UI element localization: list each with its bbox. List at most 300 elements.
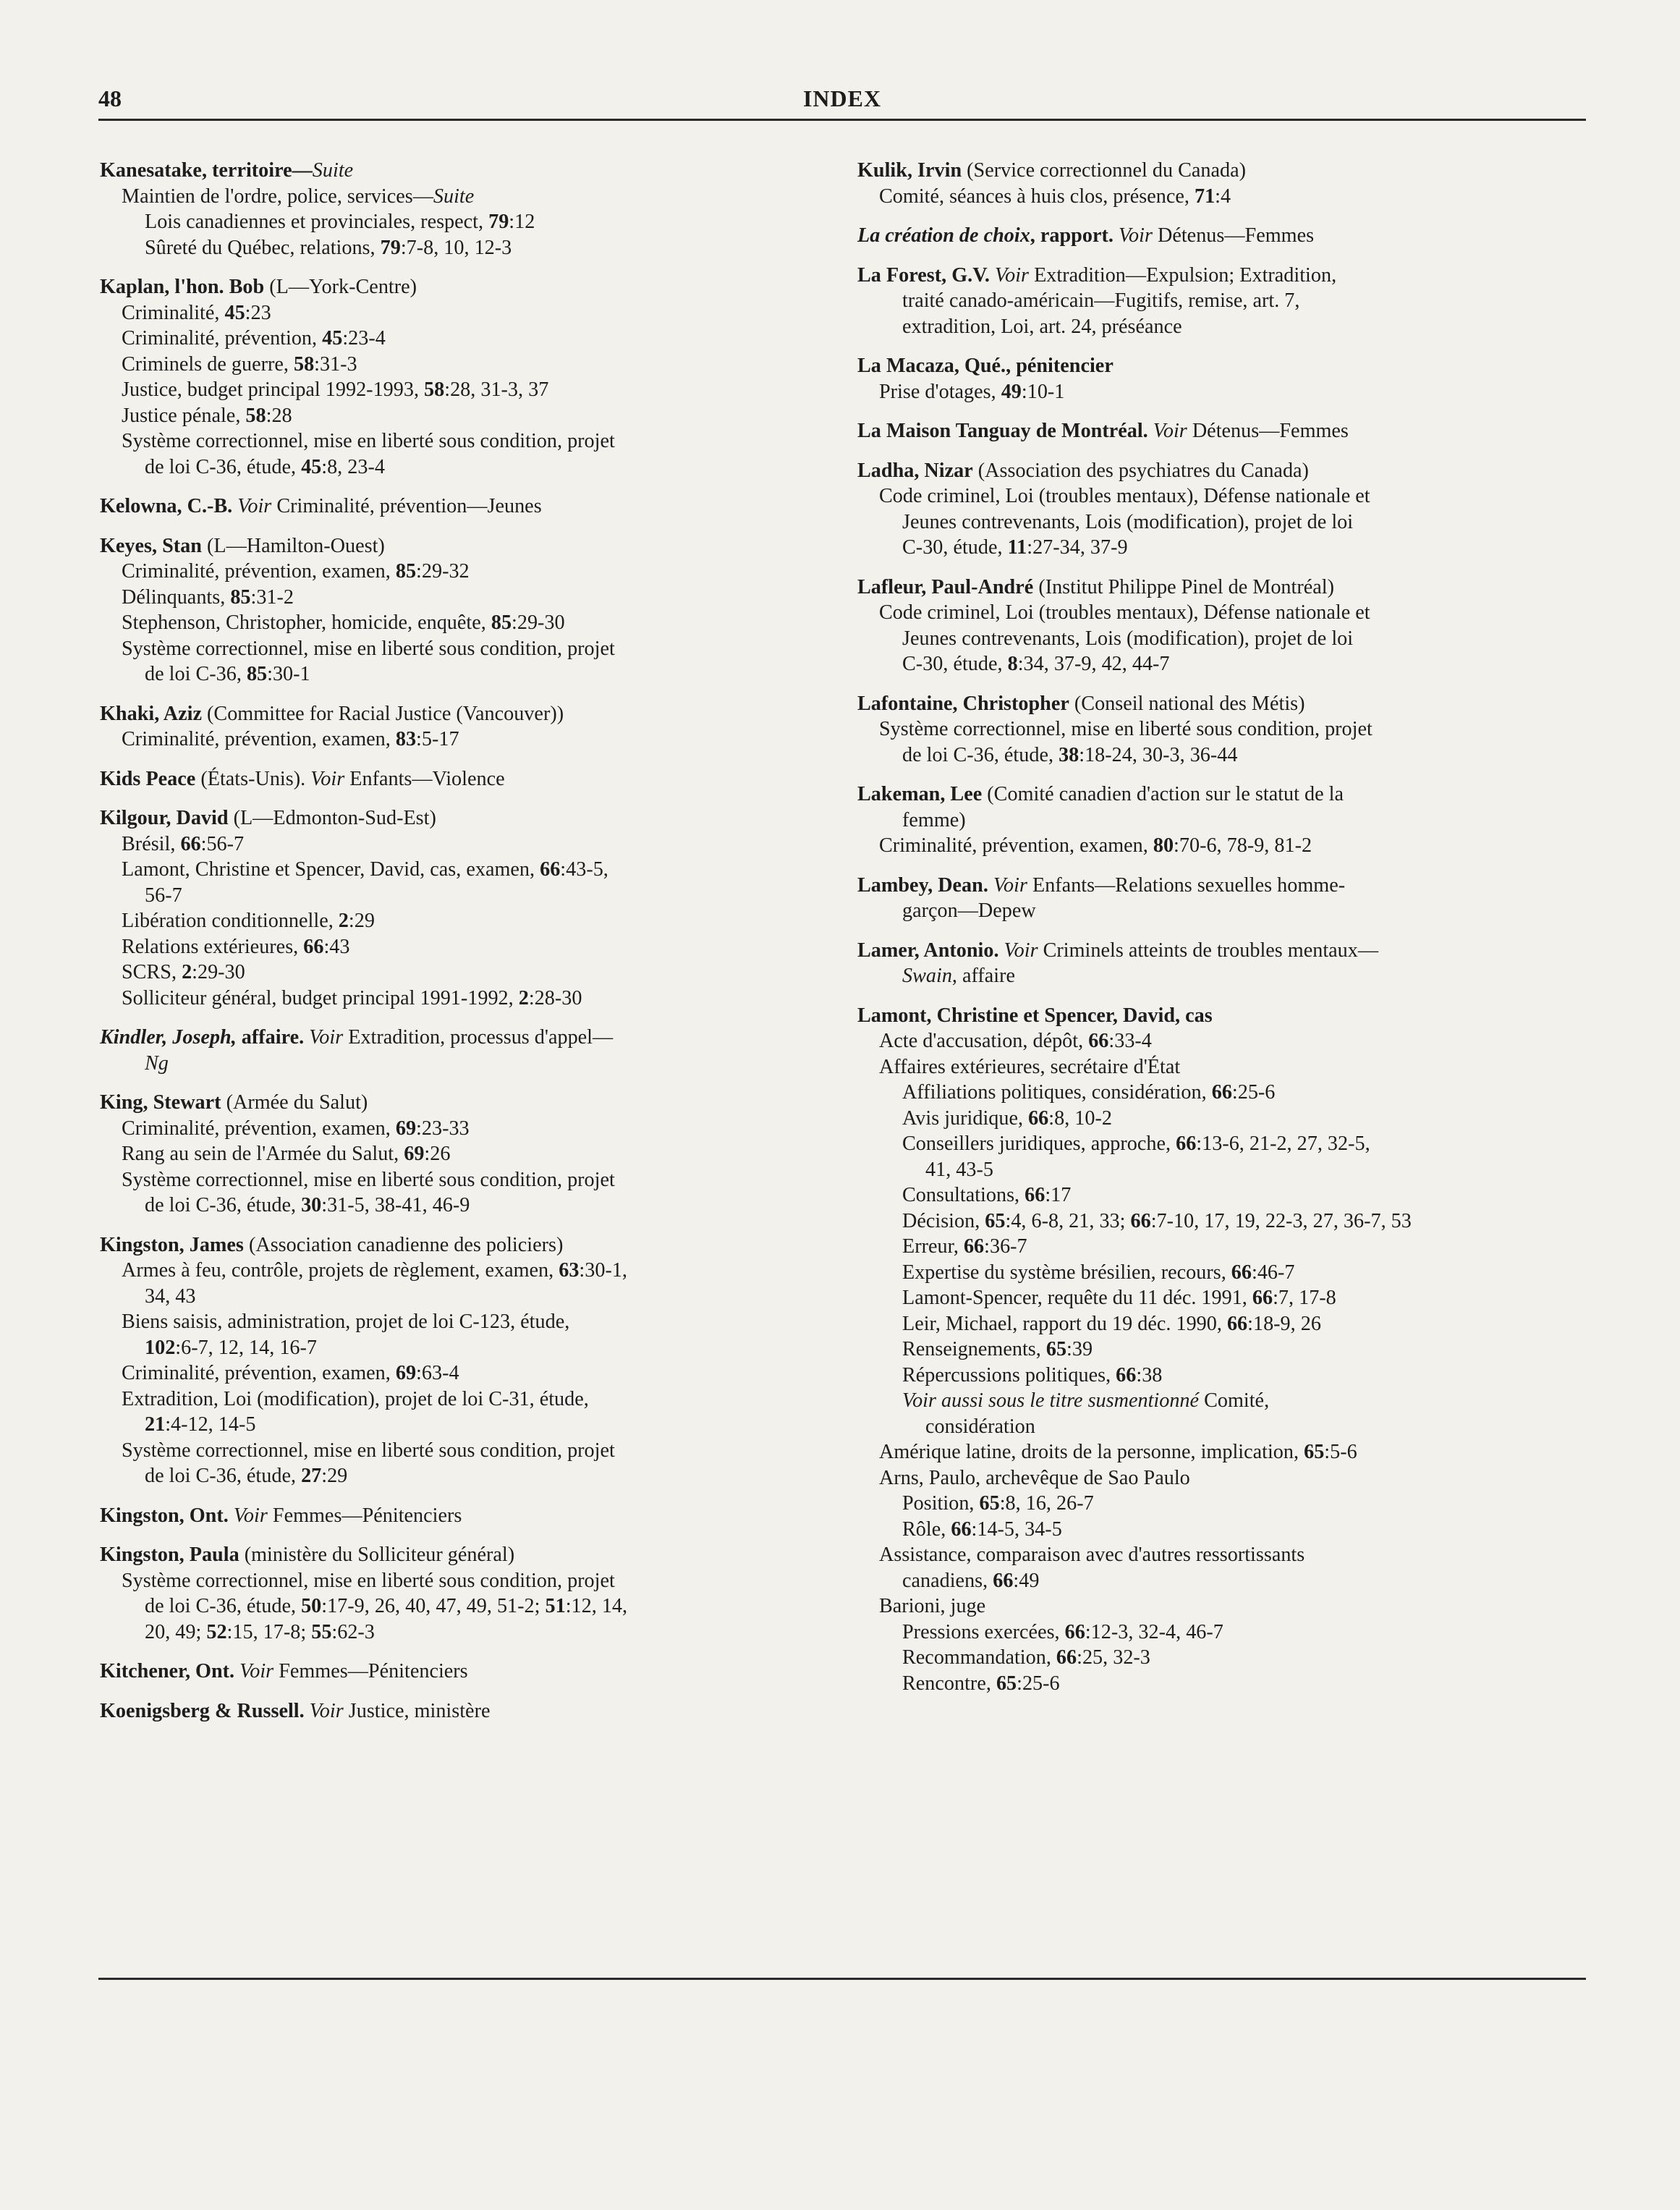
index-text: Voir — [233, 1504, 268, 1527]
index-text: Criminalité, prévention, examen, — [879, 834, 1153, 857]
index-text: 66 — [1176, 1132, 1197, 1155]
index-subentry-line — [100, 1360, 809, 1386]
index-text: 55 — [311, 1620, 332, 1643]
index-text: Femmes—Pénitenciers — [267, 1504, 462, 1527]
index-subentry-line — [100, 1258, 809, 1284]
index-text: (Comité canadien d'action sur le statut de la — [982, 783, 1344, 805]
index-heading-line — [100, 1232, 809, 1258]
index-text: (Institut Philippe Pinel de Montréal) — [1033, 575, 1334, 598]
index-subentry-line — [100, 559, 809, 585]
index-text: (ministère du Solliciteur général) — [239, 1544, 515, 1566]
index-text: de loi C-36, étude, — [145, 1194, 302, 1216]
index-entry — [857, 873, 1566, 924]
index-text: :26 — [424, 1143, 451, 1165]
index-heading-line — [857, 263, 1566, 289]
index-text: 80 — [1153, 834, 1174, 857]
index-subentry-line — [100, 934, 809, 960]
index-subentry-line — [100, 1386, 809, 1413]
index-text: (Armée du Salut) — [221, 1091, 368, 1114]
index-subentry-line — [857, 963, 1566, 989]
index-text: C-30, étude, — [902, 536, 1008, 559]
index-subentry-line — [857, 1106, 1566, 1132]
index-text: (États-Unis). — [195, 767, 311, 790]
index-text: Kindler, Joseph, — [100, 1026, 237, 1049]
index-text: 58 — [293, 352, 315, 376]
index-text: 66 — [1088, 1030, 1109, 1052]
index-text: Comité, — [1199, 1389, 1270, 1412]
index-text: :8, 16, 26-7 — [999, 1492, 1094, 1515]
index-subentry-line — [857, 1285, 1566, 1311]
index-text: 2 — [518, 986, 529, 1009]
index-text: 51 — [545, 1595, 566, 1617]
index-subentry-line — [857, 379, 1566, 405]
index-heading-line — [857, 575, 1566, 601]
index-subentry-line — [857, 1414, 1566, 1440]
index-text: 38 — [1059, 743, 1079, 766]
index-subentry-line — [100, 585, 809, 611]
index-text: Kingston, James — [100, 1233, 244, 1256]
index-subentry-line — [857, 1182, 1566, 1208]
index-text: 63 — [559, 1259, 580, 1282]
index-text: 34, 43 — [145, 1284, 196, 1308]
index-text: 30 — [301, 1194, 322, 1216]
index-heading-line — [100, 1025, 809, 1051]
index-text: :49 — [1013, 1569, 1040, 1592]
index-text: Lamont, Christine et Spencer, David, cas, examen, — [122, 858, 540, 881]
index-text: :28-30 — [528, 986, 582, 1009]
index-subentry-line — [100, 1620, 809, 1646]
index-heading-line — [100, 701, 809, 727]
index-heading-line — [857, 782, 1566, 808]
index-subentry-line — [857, 1054, 1566, 1080]
index-subentry-line — [857, 509, 1566, 535]
index-subentry-line — [100, 857, 809, 883]
index-text: Extradition—Expulsion; Extradition, — [1029, 263, 1337, 287]
index-text: Voir — [1004, 939, 1038, 962]
index-text — [1113, 224, 1119, 247]
index-text: Voir — [1153, 420, 1187, 442]
index-text: Recommandation, — [902, 1646, 1056, 1669]
index-text: :28, 31-3, 37 — [444, 378, 549, 401]
index-text: 79 — [488, 211, 509, 233]
index-text: Voir — [995, 263, 1030, 287]
index-text: Affiliations politiques, considération, — [902, 1081, 1212, 1104]
index-text: Jeunes contrevenants, Lois (modification), projet de loi — [902, 510, 1354, 533]
index-text: 69 — [395, 1362, 417, 1384]
index-text: Système correctionnel, mise en liberté sous condition, projet — [122, 1569, 615, 1592]
index-text: Jeunes contrevenants, Lois (modification), projet de loi — [902, 627, 1354, 650]
index-subentry-line — [857, 1620, 1566, 1646]
index-heading-line — [100, 1503, 809, 1529]
index-text: La Macaza, Qué., pénitencier — [857, 355, 1113, 377]
index-text: (L—York-Centre) — [264, 276, 417, 298]
index-subentry-line — [100, 1438, 809, 1464]
index-text: :5-6 — [1324, 1441, 1357, 1463]
index-text: :4 — [1215, 185, 1231, 208]
index-text: Expertise du système brésilien, recours, — [902, 1261, 1231, 1284]
index-heading-line — [857, 418, 1566, 444]
index-text: 69 — [395, 1117, 417, 1140]
index-text: :13-6, 21-2, 27, 32-5, — [1196, 1132, 1370, 1155]
index-entry — [857, 353, 1566, 405]
index-text: Extradition, Loi (modification), projet de loi C-31, étude, — [122, 1387, 589, 1410]
index-text: 66 — [1028, 1106, 1049, 1130]
index-subentry-line — [857, 716, 1566, 742]
index-text: :14-5, 34-5 — [971, 1517, 1062, 1541]
index-text: :6-7, 12, 14, 16-7 — [175, 1336, 318, 1359]
index-text: garçon—Depew — [902, 899, 1036, 922]
index-text: 66 — [303, 935, 324, 958]
index-text: Voir — [309, 1699, 344, 1722]
index-subentry-line — [857, 742, 1566, 769]
index-subentry-line — [100, 831, 809, 858]
index-subentry-line — [100, 1568, 809, 1594]
index-text: Enfants—Relations sexuelles homme- — [1027, 873, 1346, 897]
index-subentry-line — [100, 326, 809, 352]
index-text: :17 — [1045, 1184, 1072, 1206]
index-subentry-line — [857, 1645, 1566, 1671]
index-subentry-line — [857, 626, 1566, 652]
index-text: 66 — [1231, 1261, 1252, 1284]
index-text: Kanesatake, territoire— — [100, 159, 313, 182]
index-heading-line — [857, 158, 1566, 184]
running-head: INDEX — [802, 85, 882, 111]
index-text: Rôle, — [902, 1517, 951, 1541]
index-subentry-line — [100, 454, 809, 480]
index-text: :29-30 — [192, 961, 245, 983]
index-text: Système correctionnel, mise en liberté sous condition, projet — [122, 430, 615, 452]
index-text: :43-5, — [560, 858, 608, 881]
index-subentry-line — [100, 428, 809, 454]
index-text: 71 — [1194, 185, 1216, 208]
index-text: :25, 32-3 — [1077, 1646, 1150, 1669]
index-subentry-line — [100, 1412, 809, 1438]
index-subentry-line — [857, 483, 1566, 509]
index-text: La création de choix — [857, 224, 1030, 247]
index-text: (Service correctionnel du Canada) — [962, 159, 1247, 182]
index-text: Kulik, Irvin — [857, 159, 962, 182]
index-text: 2 — [182, 961, 192, 983]
index-text: :7-10, 17, 19, 22-3, 27, 36-7, 53 — [1150, 1209, 1412, 1232]
index-text: (Association des psychiatres du Canada) — [972, 459, 1309, 482]
index-text: Armes à feu, contrôle, projets de règlement, examen, — [122, 1259, 559, 1282]
index-text: Avis juridique, — [902, 1106, 1029, 1130]
index-entry — [857, 223, 1566, 249]
index-entry — [857, 691, 1566, 769]
index-text: Criminalité, prévention—Jeunes — [271, 495, 542, 517]
index-text: Position, — [902, 1492, 980, 1515]
index-entry — [100, 1090, 809, 1219]
index-text: Kaplan, l'hon. Bob — [100, 276, 265, 298]
index-text: 8 — [1007, 653, 1018, 675]
index-heading-line — [100, 766, 809, 792]
index-subentry-line — [857, 651, 1566, 677]
index-subentry-line — [857, 600, 1566, 626]
index-heading-line — [857, 353, 1566, 379]
header-rule — [98, 119, 1586, 121]
index-text: Justice pénale, — [122, 404, 246, 427]
index-text: 66 — [540, 858, 561, 881]
index-text — [999, 939, 1004, 962]
index-text: 50 — [301, 1595, 322, 1617]
index-subentry-line — [100, 235, 809, 261]
index-text: Répercussions politiques, — [902, 1363, 1116, 1386]
footer-rule — [98, 1978, 1586, 1980]
index-heading-line — [100, 533, 809, 559]
index-text: Kids Peace — [100, 767, 196, 790]
index-text: Enfants—Violence — [344, 767, 505, 790]
index-text: :18-24, 30-3, 36-44 — [1079, 743, 1238, 766]
index-subentry-line — [100, 883, 809, 909]
index-subentry-line — [857, 288, 1566, 314]
index-text: :29 — [348, 910, 375, 932]
index-heading-line — [857, 1003, 1566, 1029]
index-text: :4-12, 14-5 — [165, 1413, 256, 1436]
index-text: Criminels atteints de troubles mentaux— — [1038, 939, 1379, 962]
index-subentry-line — [857, 1439, 1566, 1465]
index-text: Détenus—Femmes — [1152, 224, 1315, 247]
index-text: :30-1 — [267, 663, 310, 685]
index-text: Rang au sein de l'Armée du Salut, — [122, 1143, 404, 1165]
index-text: extradition, Loi, art. 24, préséance — [902, 315, 1182, 338]
index-subentry-line — [100, 986, 809, 1012]
index-text: 45 — [301, 455, 322, 478]
index-text: :17-9, 26, 40, 47, 49, 51-2; — [321, 1595, 546, 1617]
index-text: Ng — [145, 1051, 169, 1075]
index-heading-line — [100, 494, 809, 520]
index-text: :15, 17-8; — [226, 1620, 312, 1643]
index-text: Keyes, Stan — [100, 534, 202, 557]
index-text: Ladha, Nizar — [857, 459, 973, 482]
index-heading-line — [857, 223, 1566, 249]
index-text: Criminalité, prévention, examen, — [122, 728, 396, 750]
index-text: Voir — [310, 767, 345, 790]
index-text: Lois canadiennes et provinciales, respect, — [145, 211, 489, 233]
page-header — [98, 80, 1586, 123]
index-text: 85 — [395, 560, 417, 583]
index-text: 56-7 — [145, 884, 182, 907]
index-text: Swain — [902, 965, 952, 987]
index-text: Lamont, Christine et Spencer, David, cas — [857, 1004, 1213, 1027]
index-text: Voir — [1118, 224, 1153, 247]
index-text: Criminalité, prévention, — [122, 327, 323, 350]
index-text: Lamer, Antonio. — [857, 939, 999, 962]
index-subentry-line — [100, 1463, 809, 1489]
index-subentry-line — [100, 300, 809, 326]
index-text: affaire. — [236, 1026, 305, 1049]
index-subentry-line — [100, 1309, 809, 1335]
index-text: (L—Hamilton-Ouest) — [201, 534, 385, 557]
index-text: Voir aussi sous le titre susmentionné — [902, 1389, 1200, 1412]
index-entry — [857, 1003, 1566, 1697]
index-text: Barioni, juge — [879, 1595, 986, 1617]
index-text: Relations extérieures, — [122, 935, 304, 958]
index-subentry-line — [857, 1465, 1566, 1491]
index-text: 58 — [424, 378, 445, 401]
index-text: 45 — [322, 327, 343, 350]
index-text: Criminalité, prévention, examen, — [122, 1117, 396, 1140]
index-text — [1148, 420, 1153, 442]
index-text: 66 — [1024, 1184, 1045, 1206]
index-text: :39 — [1066, 1338, 1093, 1360]
index-subentry-line — [857, 1517, 1566, 1543]
index-text: 58 — [245, 404, 266, 427]
index-text: 66 — [1211, 1081, 1232, 1104]
index-text: 49 — [1001, 380, 1022, 403]
index-subentry-line — [100, 403, 809, 429]
index-text: Délinquants, — [122, 585, 231, 609]
index-text: Code criminel, Loi (troubles mentaux), Défense nationale et — [879, 601, 1370, 624]
index-subentry-line — [857, 1542, 1566, 1568]
index-text: :31-5, 38-41, 46-9 — [321, 1194, 470, 1216]
index-text: femme) — [902, 808, 966, 831]
index-text: 20, 49; — [145, 1620, 207, 1643]
index-text: Arns, Paulo, archevêque de Sao Paulo — [879, 1466, 1190, 1489]
index-text: de loi C-36, — [145, 663, 247, 685]
index-text: Brésil, — [122, 832, 181, 855]
index-text: Voir — [239, 1660, 274, 1682]
index-text: :4, 6-8, 21, 33; — [1005, 1209, 1131, 1232]
index-text: Consultations, — [902, 1184, 1025, 1206]
index-subentry-line — [100, 960, 809, 986]
index-text: Criminalité, — [122, 301, 225, 324]
index-text: Stephenson, Christopher, homicide, enquête, — [122, 611, 491, 634]
index-text: , rapport. — [1030, 224, 1113, 247]
index-text: :10-1 — [1021, 380, 1065, 403]
index-text: 66 — [1226, 1312, 1248, 1335]
index-subentry-line — [857, 1311, 1566, 1337]
index-text: considération — [925, 1415, 1035, 1438]
index-text: :30-1, — [579, 1259, 627, 1282]
index-entry — [100, 1503, 809, 1529]
index-subentry-line — [857, 898, 1566, 924]
index-entry — [100, 701, 809, 753]
index-text: :46-7 — [1251, 1261, 1295, 1284]
index-subentry-line — [857, 1388, 1566, 1414]
index-subentry-line — [857, 1568, 1566, 1594]
index-text: de loi C-36, étude, — [145, 1595, 302, 1617]
index-text: :7, 17-8 — [1273, 1287, 1336, 1309]
index-text: canadiens, — [902, 1569, 993, 1592]
index-text: 66 — [1252, 1287, 1273, 1309]
index-subentry-line — [857, 1363, 1566, 1389]
index-entry — [100, 1542, 809, 1645]
index-text: :63-4 — [416, 1362, 459, 1384]
index-text: :29 — [321, 1465, 348, 1487]
index-text: C-30, étude, — [902, 653, 1008, 675]
page-number: 48 — [98, 85, 122, 111]
index-subentry-line — [100, 1141, 809, 1167]
index-text: 102 — [145, 1336, 176, 1359]
index-text: Libération conditionnelle, — [122, 910, 339, 932]
index-subentry-line — [100, 1051, 809, 1077]
index-text: de loi C-36, étude, — [145, 455, 302, 478]
index-text: :7-8, 10, 12-3 — [400, 236, 512, 259]
index-text: Lafleur, Paul-André — [857, 575, 1034, 598]
index-text: Criminalité, prévention, examen, — [122, 560, 396, 583]
index-text: 41, 43-5 — [925, 1158, 993, 1181]
index-text: Lafontaine, Christopher — [857, 692, 1069, 715]
index-text: La Maison Tanguay de Montréal. — [857, 420, 1148, 442]
index-text: Conseillers juridiques, approche, — [902, 1132, 1176, 1155]
index-text: Justice, ministère — [343, 1699, 491, 1722]
index-text: :33-4 — [1108, 1030, 1152, 1052]
index-text: Khaki, Aziz — [100, 702, 202, 725]
index-entry — [100, 1659, 809, 1685]
index-entry — [100, 274, 809, 480]
index-text: 52 — [206, 1620, 227, 1643]
index-subentry-line — [100, 1167, 809, 1193]
index-text: Système correctionnel, mise en liberté sous condition, projet — [122, 637, 615, 660]
index-entry — [857, 458, 1566, 561]
index-text: Solliciteur général, budget principal 1991-1992, — [122, 986, 519, 1009]
index-subentry-line — [100, 209, 809, 235]
index-text: Erreur, — [902, 1235, 964, 1258]
index-entry — [857, 418, 1566, 444]
index-subentry-line — [100, 377, 809, 403]
index-text: :31-2 — [250, 585, 294, 609]
index-text: , affaire — [951, 965, 1016, 987]
index-text: :12 — [509, 211, 535, 233]
index-column-right — [857, 158, 1566, 1710]
index-subentry-line — [100, 1284, 809, 1310]
index-text: :29-30 — [512, 611, 565, 634]
index-text: Sûreté du Québec, relations, — [145, 236, 381, 259]
index-text: SCRS, — [122, 961, 182, 983]
index-text: :28 — [266, 404, 292, 427]
index-subentry-line — [857, 1491, 1566, 1517]
index-subentry-line — [100, 908, 809, 934]
index-heading-line — [857, 691, 1566, 717]
index-subentry-line — [100, 1593, 809, 1620]
index-text: Renseignements, — [902, 1338, 1046, 1360]
index-text: Système correctionnel, mise en liberté sous condition, projet — [879, 718, 1373, 740]
index-heading-line — [100, 1659, 809, 1685]
index-text: Décision, — [902, 1209, 985, 1232]
index-text: Amérique latine, droits de la personne, implication, — [879, 1441, 1304, 1463]
index-heading-line — [100, 1698, 809, 1724]
index-text: :5-17 — [416, 728, 459, 750]
index-entry — [857, 575, 1566, 677]
index-text: :29-32 — [416, 560, 470, 583]
index-column-left — [100, 158, 809, 1737]
index-subentry-line — [857, 1593, 1566, 1620]
index-subentry-line — [100, 610, 809, 636]
index-text: Système correctionnel, mise en liberté sous condition, projet — [122, 1168, 615, 1191]
index-text: :12-3, 32-4, 46-7 — [1085, 1620, 1223, 1643]
index-heading-line — [857, 458, 1566, 484]
index-subentry-line — [100, 636, 809, 662]
index-text: :38 — [1136, 1363, 1163, 1386]
index-text: 27 — [301, 1465, 322, 1487]
index-heading-line — [100, 805, 809, 831]
index-text: 66 — [1130, 1209, 1151, 1232]
index-text: Voir — [309, 1026, 344, 1049]
index-text: 69 — [404, 1143, 425, 1165]
index-text: Affaires extérieures, secrétaire d'État — [879, 1055, 1181, 1078]
index-text: 66 — [963, 1235, 985, 1258]
index-text: 45 — [224, 301, 245, 324]
index-text: Suite — [312, 159, 354, 182]
index-text: :23-33 — [416, 1117, 470, 1140]
index-text: Kingston, Paula — [100, 1544, 239, 1566]
index-subentry-line — [100, 352, 809, 378]
index-text: :8, 23-4 — [321, 455, 385, 478]
index-subentry-line — [857, 1131, 1566, 1157]
index-text: 65 — [979, 1492, 1000, 1515]
index-text: :25-6 — [1017, 1672, 1060, 1695]
index-subentry-line — [100, 661, 809, 687]
